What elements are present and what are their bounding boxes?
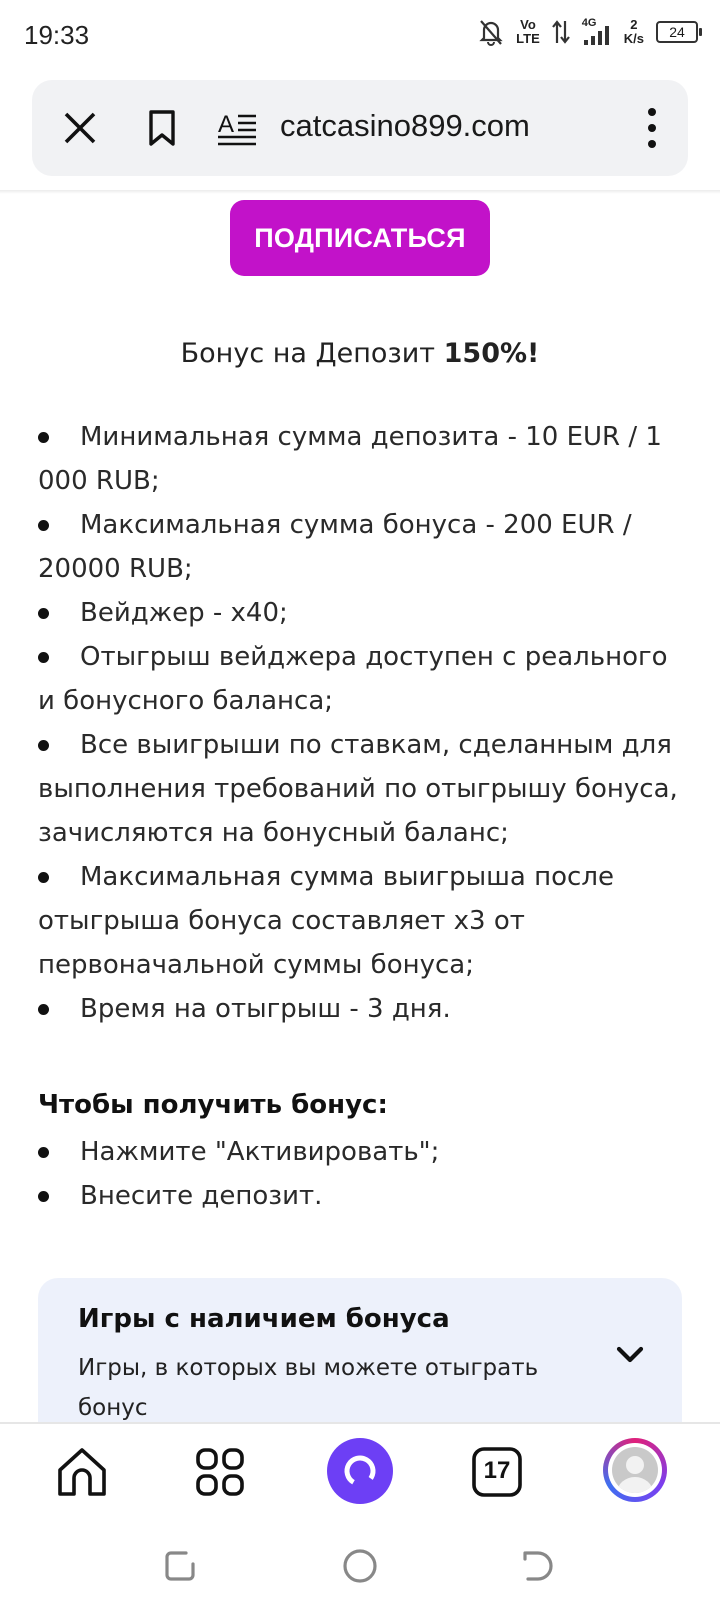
list-item: Вейджер - x40; [38, 591, 678, 635]
network-speed: 2 K/s [623, 17, 644, 46]
activation-steps-list [38, 1130, 678, 1218]
home-circle-icon[interactable] [340, 1546, 380, 1586]
signal-icon: 4G [582, 18, 612, 46]
status-bar [0, 0, 720, 72]
list-item: Нажмите "Активировать"; [38, 1130, 678, 1174]
home-icon[interactable] [52, 1442, 112, 1502]
list-item: Максимальная сумма бонуса - 200 EUR / 20000 RUB; [38, 503, 678, 591]
address-bar[interactable] [32, 80, 688, 176]
bookmark-icon[interactable] [140, 106, 184, 150]
bonus-conditions-list [38, 415, 678, 1031]
data-transfer-icon [552, 19, 570, 45]
reader-mode-icon[interactable] [216, 106, 260, 150]
bonus-title: Бонус на Депозит 150%! [180, 338, 540, 369]
avatar[interactable] [603, 1438, 667, 1502]
close-icon[interactable] [58, 106, 102, 150]
svg-text:A: A [218, 111, 235, 138]
more-vertical-icon[interactable] [642, 106, 662, 150]
status-time: 19:33 [24, 20, 90, 50]
tabs-count: 17 [483, 1457, 511, 1484]
grid-icon[interactable] [190, 1442, 250, 1502]
tabs-icon[interactable] [467, 1442, 527, 1502]
toolbar-divider [0, 190, 720, 194]
list-item: Максимальная сумма выигрыша после отыгрыша бонуса составляет x3 от первоначальной суммы бонуса; [38, 855, 678, 987]
url-domain[interactable]: catcasino899.com [280, 108, 530, 143]
subscribe-button[interactable]: ПОДПИСАТЬСЯ [230, 200, 490, 276]
list-item: Внесите депозит. [38, 1174, 678, 1218]
list-item: Минимальная сумма депозита - 10 EUR / 1 000 RUB; [38, 415, 678, 503]
howto-title: Чтобы получить бонус: [38, 1090, 388, 1120]
accordion-title: Игры с наличием бонуса [78, 1304, 450, 1334]
notifications-off-icon [478, 18, 504, 46]
system-navigation-bar [0, 1530, 720, 1612]
accordion-subtitle: Игры, в которых вы можете отыграть бонус [78, 1355, 539, 1421]
browser-bottom-nav [0, 1422, 720, 1522]
list-item: Время на отыгрыш - 3 дня. [38, 987, 678, 1031]
status-icons [478, 18, 698, 46]
back-icon[interactable] [520, 1546, 560, 1586]
list-item: Отыгрыш вейджера доступен с реального и бонусного баланса; [38, 635, 678, 723]
recent-apps-icon[interactable] [160, 1546, 200, 1586]
battery-indicator: 24 [656, 21, 698, 43]
bonus-games-accordion[interactable] [38, 1278, 682, 1438]
chevron-down-icon[interactable] [616, 1344, 644, 1366]
list-item: Все выигрыши по ставкам, сделанным для выполнения требований по отыгрышу бонуса, зачисляются на бонусный баланс; [38, 723, 678, 855]
alice-assistant-icon[interactable] [327, 1438, 393, 1504]
volte-indicator: Vo LTE [516, 17, 540, 46]
